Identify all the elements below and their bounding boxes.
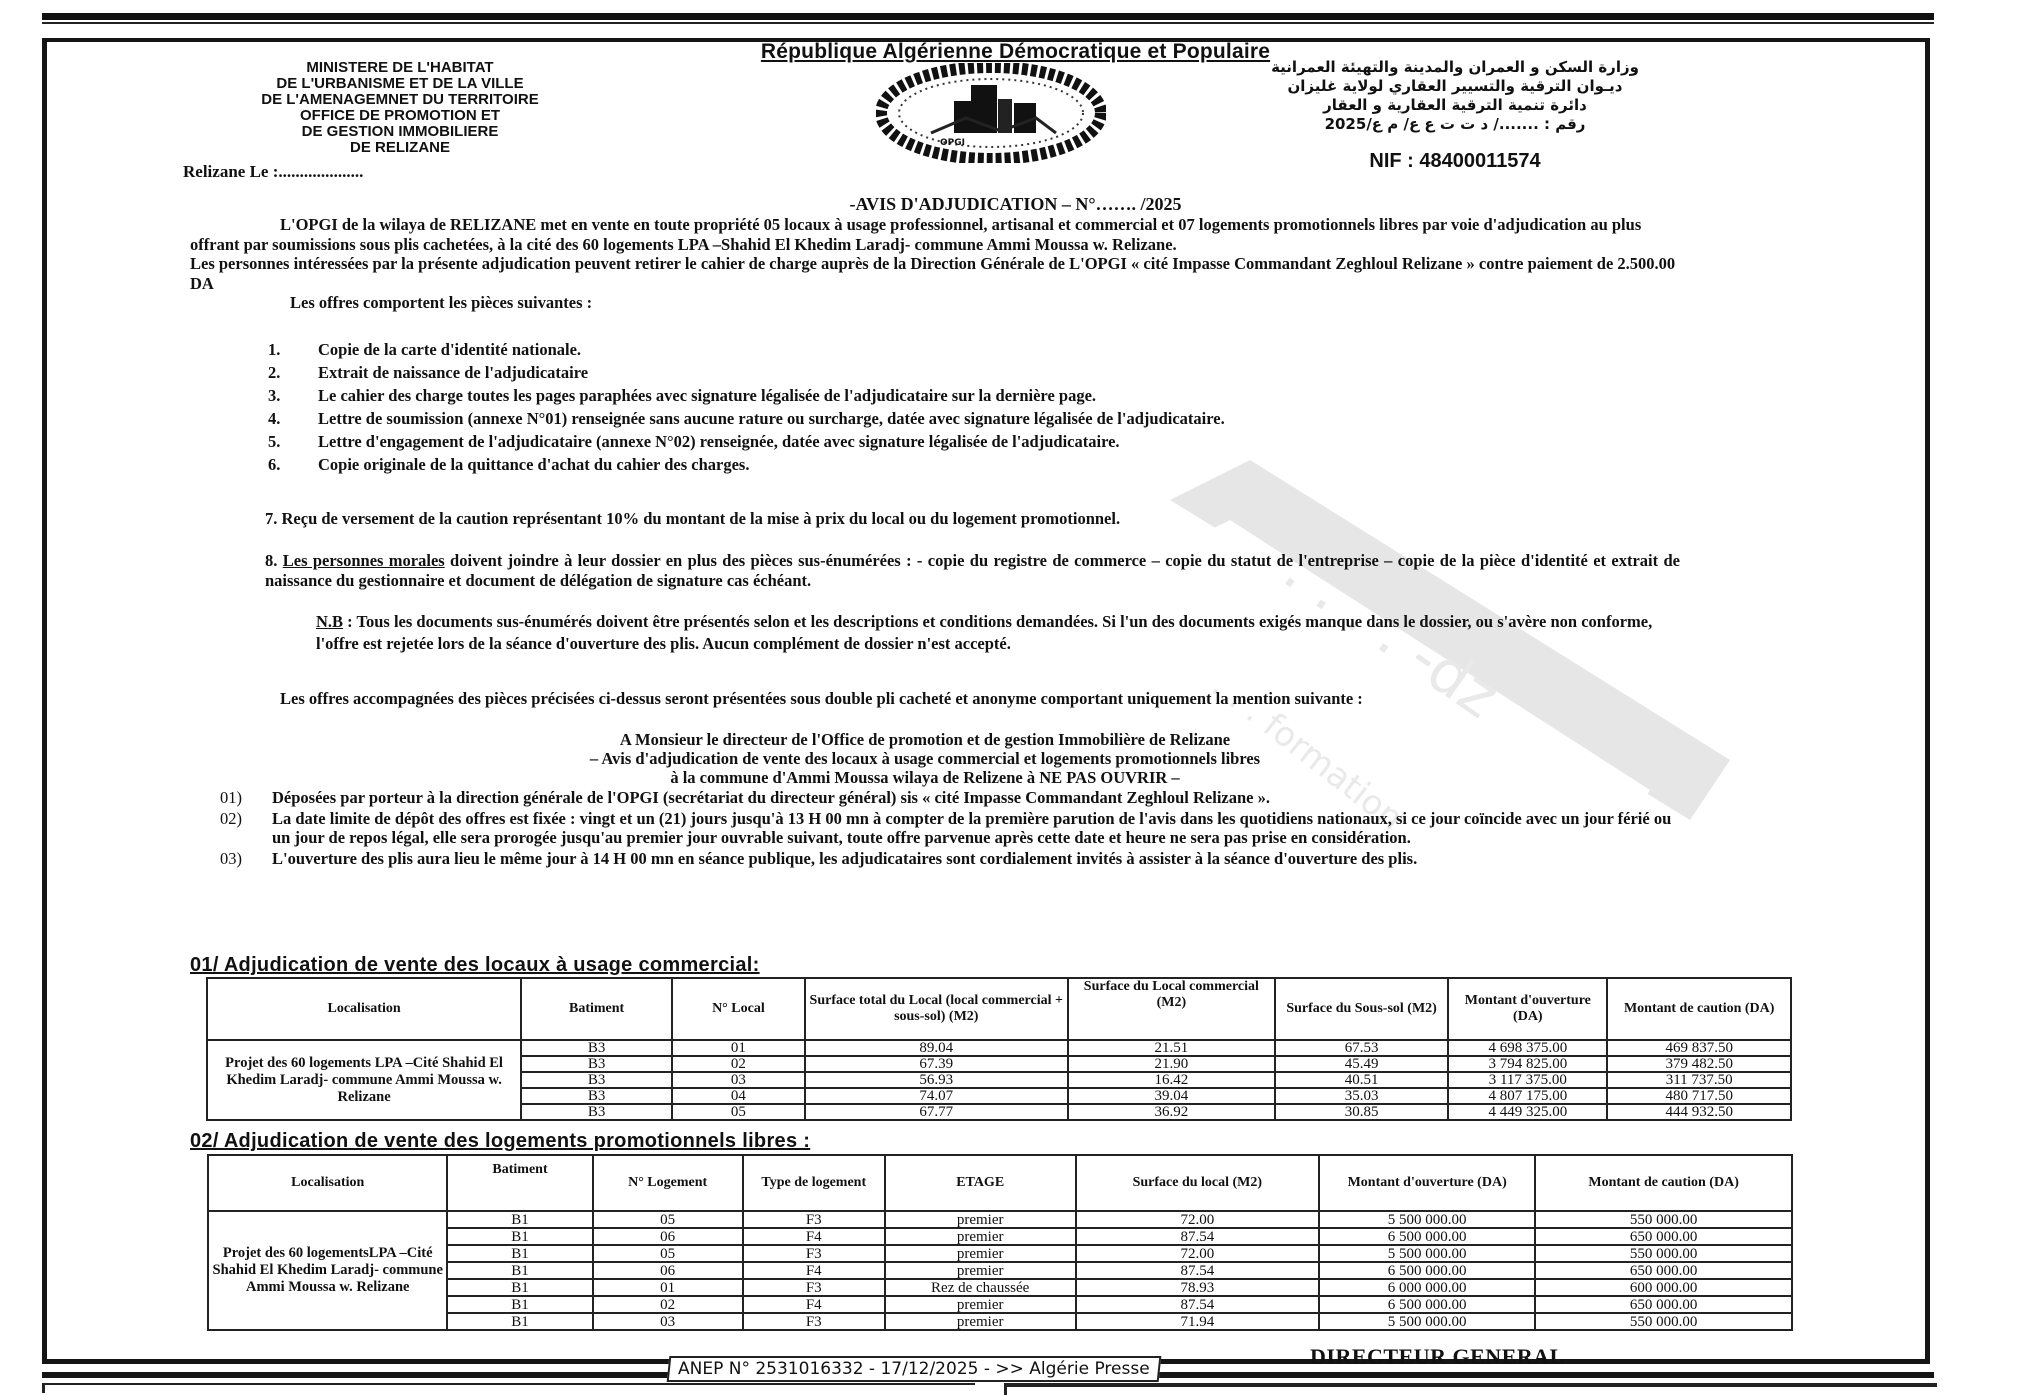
table-cell: 02 — [593, 1296, 743, 1313]
col-header: N° Local — [672, 978, 805, 1040]
table-cell: 06 — [593, 1262, 743, 1279]
arabic-header — [1195, 58, 1715, 134]
table-cell: 469 837.50 — [1607, 1040, 1791, 1056]
nb-label: N.B — [316, 612, 344, 631]
logements-table — [207, 1154, 1793, 1331]
table-cell: F3 — [743, 1279, 885, 1296]
item-number: 6. — [268, 455, 281, 474]
table-cell: 03 — [672, 1072, 805, 1088]
item-number: 4. — [268, 409, 281, 428]
piece-8 — [265, 551, 1680, 590]
item-number: 1. — [268, 340, 281, 359]
table1-title: 01/ Adjudication de vente des locaux à usage commercial: — [190, 954, 760, 976]
col-header: ETAGE — [885, 1155, 1076, 1211]
table-cell: premier — [885, 1296, 1076, 1313]
col-header: Batiment — [521, 978, 672, 1040]
table-cell: F3 — [743, 1313, 885, 1330]
table-cell: 67.53 — [1275, 1040, 1448, 1056]
col-header: Batiment — [447, 1155, 592, 1211]
table-cell: 04 — [672, 1088, 805, 1104]
list-item — [190, 339, 1685, 360]
top-rule-thin — [42, 22, 1934, 24]
table-cell: 650 000.00 — [1535, 1262, 1792, 1279]
table-cell: B1 — [447, 1228, 592, 1245]
col-header: Type de logement — [743, 1155, 885, 1211]
table-cell: 6 000 000.00 — [1319, 1279, 1535, 1296]
table-cell: F3 — [743, 1211, 885, 1228]
notice-body — [190, 215, 1685, 313]
ministry-line: DE L'URBANISME ET DE LA VILLE — [276, 75, 524, 92]
opgi-logo-icon — [876, 63, 1106, 163]
table-cell: F4 — [743, 1296, 885, 1313]
table-cell: 05 — [672, 1104, 805, 1120]
ministry-line: MINISTERE DE L'HABITAT — [306, 59, 494, 76]
svg-text:. . . . -dz: . . . . -dz — [1271, 534, 1512, 733]
arabic-line: دائرة تنمية الترقية العقارية و العقار — [1323, 96, 1587, 114]
arabic-line: وزارة السكن و العمران والمدينة والتهيئة العمرانية — [1271, 58, 1639, 76]
table-cell: 650 000.00 — [1535, 1228, 1792, 1245]
table-cell: premier — [885, 1262, 1076, 1279]
anep-reference — [667, 1356, 1161, 1382]
table-cell: 3 794 825.00 — [1448, 1056, 1607, 1072]
table-cell: 01 — [593, 1279, 743, 1296]
office-line: DE RELIZANE — [349, 139, 450, 156]
table-cell: 67.39 — [805, 1056, 1068, 1072]
place-date: Relizane Le :.................... — [183, 162, 364, 181]
envelope-mention — [250, 730, 1600, 787]
envelope-line: A Monsieur le directeur de l'Office de promotion et de gestion Immobilière de Relizane — [619, 730, 1231, 749]
table-cell: 87.54 — [1076, 1228, 1320, 1245]
table-cell: 45.49 — [1275, 1056, 1448, 1072]
condition-text: L'ouverture des plis aura lieu le même jour à 14 H 00 mn en séance publique, les adjudicataires sont cordialement invités à assister à la séance d'ouverture des plis. — [272, 849, 1418, 868]
nif-number: NIF : 48400011574 — [1369, 150, 1541, 172]
next-ad-frame-left — [42, 1383, 975, 1393]
arabic-line: ديـوان الترقية والتسيير العقاري لولاية غليزان — [1287, 77, 1623, 95]
item-text: Copie de la carte d'identité nationale. — [318, 340, 582, 359]
table-row — [207, 1040, 1791, 1056]
item-text: Lettre de soumission (annexe N°01) renseignée sans aucune rature ou surcharge, datée avec signature légalisée de l'adjudicataire. — [318, 409, 1225, 428]
table-cell: B3 — [521, 1056, 672, 1072]
table-cell: 4 698 375.00 — [1448, 1040, 1607, 1056]
envelope-line: – Avis d'adjudication de vente des locaux à usage commercial et logements promotionnels libres — [589, 749, 1261, 768]
table-cell: 05 — [593, 1211, 743, 1228]
location-cell: Projet des 60 logementsLPA –Cité Shahid El Khedim Laradj- commune Ammi Moussa w. Relizane — [208, 1211, 447, 1330]
condition-text: La date limite de dépôt des offres est fixée : vingt et un (21) jours jusqu'à 13 H 00 mn à compter de la première parution de l'avis dans les quotidiens nationaux, si ce jour coïncide avec un jour férié ou un jour de repos légal, elle sera prorogée jusqu'au premier jour ouvrable suivant, toute offre parvenue après cette date et heure ne sera pas prise en considération. — [272, 809, 1672, 847]
table-cell: 06 — [593, 1228, 743, 1245]
table-cell: 72.00 — [1076, 1245, 1320, 1262]
condition-number: 02) — [220, 809, 242, 828]
table-cell: 379 482.50 — [1607, 1056, 1791, 1072]
cahier-paragraph: Les personnes intéressées par la présente adjudication peuvent retirer le cahier de charge auprès de la Direction Générale de L'OPGI « cité Impasse Commandant Zeghloul Relizane » contre paiement de 2.500.00 DA — [190, 254, 1676, 293]
notice-title: -AVIS D'ADJUDICATION – N°……. /2025 — [849, 194, 1182, 214]
col-header: Montant d'ouverture (DA) — [1448, 978, 1607, 1040]
table-cell: 3 117 375.00 — [1448, 1072, 1607, 1088]
table-cell: B1 — [447, 1245, 592, 1262]
col-header: Localisation — [207, 978, 521, 1040]
ministry-line: DE L'AMENAGEMNET DU TERRITOIRE — [261, 91, 539, 108]
table-cell: 72.00 — [1076, 1211, 1320, 1228]
table-cell: 6 500 000.00 — [1319, 1296, 1535, 1313]
table-cell: 311 737.50 — [1607, 1072, 1791, 1088]
envelope-intro-text: Les offres accompagnées des pièces précisées ci-dessus seront présentées sous double pli cacheté et anonyme comportant uniquement la mention suivante : — [280, 689, 1363, 708]
table-cell: 16.42 — [1068, 1072, 1275, 1088]
piece-8-prefix: 8. — [265, 551, 283, 570]
table-cell: B3 — [521, 1088, 672, 1104]
table-cell: 71.94 — [1076, 1313, 1320, 1330]
table-cell: 4 807 175.00 — [1448, 1088, 1607, 1104]
item-number: 2. — [268, 363, 281, 382]
nb-text: : Tous les documents sus-énumérés doivent être présentés selon et les descriptions et conditions demandées. Si l'un des documents exigés manque dans le dossier, ou s'avère non conforme, l'offre est rejetée lors de la séance d'ouverture des plis. Aucun complément de dossier n'est accepté. — [316, 612, 1653, 653]
condition-item — [220, 788, 1680, 807]
table-cell: 35.03 — [1275, 1088, 1448, 1104]
table-cell: 03 — [593, 1313, 743, 1330]
condition-number: 01) — [220, 788, 242, 807]
item-text: Le cahier des charge toutes les pages paraphées avec signature légalisée de l'adjudicataire sur la dernière page. — [318, 386, 1097, 405]
col-header: Montant de caution (DA) — [1535, 1155, 1792, 1211]
next-ad-frame-right — [1004, 1383, 1937, 1395]
table-cell: 480 717.50 — [1607, 1088, 1791, 1104]
table-cell: F4 — [743, 1262, 885, 1279]
table-cell: 600 000.00 — [1535, 1279, 1792, 1296]
table-cell: 56.93 — [805, 1072, 1068, 1088]
signature-title: DIRECTEUR GENERAL — [1310, 1344, 1565, 1369]
table-cell: 650 000.00 — [1535, 1296, 1792, 1313]
list-item — [190, 408, 1685, 429]
table-cell: 36.92 — [1068, 1104, 1275, 1120]
table-cell: premier — [885, 1313, 1076, 1330]
envelope-intro — [190, 689, 1650, 709]
pieces-list — [190, 337, 1685, 477]
col-header: N° Logement — [593, 1155, 743, 1211]
table-cell: 4 449 325.00 — [1448, 1104, 1607, 1120]
table-cell: 550 000.00 — [1535, 1313, 1792, 1330]
table-cell: F3 — [743, 1245, 885, 1262]
table-cell: 5 500 000.00 — [1319, 1245, 1535, 1262]
condition-text: Déposées par porteur à la direction générale de l'OPGI (secrétariat du directeur général) sis « cité Impasse Commandant Zeghloul Relizane ». — [272, 788, 1270, 807]
table-cell: B1 — [447, 1211, 592, 1228]
table-cell: 444 932.50 — [1607, 1104, 1791, 1120]
col-header: Surface total du Local (local commercial + sous-sol) (M2) — [805, 978, 1068, 1040]
table-cell: B3 — [521, 1040, 672, 1056]
personnes-morales-label: Les personnes morales — [282, 551, 445, 570]
table-cell: premier — [885, 1245, 1076, 1262]
table-cell: 550 000.00 — [1535, 1245, 1792, 1262]
table-cell: 05 — [593, 1245, 743, 1262]
table-cell: 21.51 — [1068, 1040, 1275, 1056]
table-cell: 550 000.00 — [1535, 1211, 1792, 1228]
item-text: Extrait de naissance de l'adjudicataire — [318, 363, 589, 382]
table-cell: premier — [885, 1211, 1076, 1228]
table-cell: 6 500 000.00 — [1319, 1262, 1535, 1279]
table-cell: 6 500 000.00 — [1319, 1228, 1535, 1245]
item-text: Lettre d'engagement de l'adjudicataire (annexe N°02) renseignée, datée avec signature légalisée de l'adjudicataire. — [318, 432, 1120, 451]
location-cell: Projet des 60 logements LPA –Cité Shahid El Khedim Laradj- commune Ammi Moussa w. Relizane — [207, 1040, 521, 1120]
intro-paragraph: L'OPGI de la wilaya de RELIZANE met en vente en toute propriété 05 locaux à usage professionnel, artisanal et commercial et 07 logements promotionnels libres par voie d'adjudication au plus offrant par soumissions sous plis cachetées, à la cité des 60 logements LPA –Shahid El Khedim Laradj- commune Ammi Moussa w. Relizane. — [190, 215, 1642, 254]
list-item — [190, 385, 1685, 406]
table2-title: 02/ Adjudication de vente des logements promotionnels libres : — [190, 1130, 811, 1152]
office-line: OFFICE DE PROMOTION ET — [299, 107, 500, 124]
table-cell: 67.77 — [805, 1104, 1068, 1120]
table-cell: B1 — [447, 1313, 592, 1330]
table-cell: B1 — [447, 1262, 592, 1279]
table-cell: 21.90 — [1068, 1056, 1275, 1072]
table-cell: 5 500 000.00 — [1319, 1211, 1535, 1228]
table-cell: 87.54 — [1076, 1262, 1320, 1279]
condition-item — [220, 849, 1680, 868]
conditions-list — [220, 788, 1680, 868]
col-header: Montant de caution (DA) — [1607, 978, 1791, 1040]
table-cell: F4 — [743, 1228, 885, 1245]
table-row — [208, 1211, 1792, 1228]
condition-item — [220, 809, 1680, 847]
list-item — [190, 454, 1685, 475]
item-number: 5. — [268, 432, 281, 451]
locaux-table — [206, 977, 1792, 1121]
table-cell: 30.85 — [1275, 1104, 1448, 1120]
table-cell: 39.04 — [1068, 1088, 1275, 1104]
republic-title: République Algérienne Démocratique et Populaire — [760, 40, 1271, 63]
table-cell: Rez de chaussée — [885, 1279, 1076, 1296]
col-header: Localisation — [208, 1155, 447, 1211]
pieces-title: Les offres comportent les pièces suivantes : — [290, 293, 593, 312]
piece-7-text: 7. Reçu de versement de la caution représentant 10% du montant de la mise à prix du local ou du logement promotionnel. — [265, 509, 1121, 528]
nb-paragraph — [316, 611, 1681, 655]
top-rule-thick — [42, 13, 1934, 20]
table-cell: 74.07 — [805, 1088, 1068, 1104]
ministry-header — [180, 60, 620, 156]
table-cell: 02 — [672, 1056, 805, 1072]
table-cell: B3 — [521, 1072, 672, 1088]
table-cell: 87.54 — [1076, 1296, 1320, 1313]
col-header: Surface du Sous-sol (M2) — [1275, 978, 1448, 1040]
envelope-line: à la commune d'Ammi Moussa wilaya de Relizene à NE PAS OUVRIR – — [670, 768, 1180, 787]
condition-number: 03) — [220, 849, 242, 868]
table-cell: 5 500 000.00 — [1319, 1313, 1535, 1330]
table-cell: 89.04 — [805, 1040, 1068, 1056]
list-item — [190, 362, 1685, 383]
table-cell: B3 — [521, 1104, 672, 1120]
office-line: DE GESTION IMMOBILIERE — [301, 123, 499, 140]
table-cell: B1 — [447, 1296, 592, 1313]
piece-8-text: doivent joindre à leur dossier en plus des pièces sus-énumérées : - copie du registre de commerce – copie du statut de l'entreprise – copie de la pièce d'identité et extrait de naissance du gestionnaire et document de délégation de signature cas échéant. — [265, 551, 1680, 590]
item-text: Copie originale de la quittance d'achat du cahier des charges. — [318, 455, 750, 474]
table-cell: 40.51 — [1275, 1072, 1448, 1088]
piece-7 — [265, 509, 1575, 529]
item-number: 3. — [268, 386, 281, 405]
table-cell: premier — [885, 1228, 1076, 1245]
list-item — [190, 431, 1685, 452]
col-header: Surface du local (M2) — [1076, 1155, 1320, 1211]
table-cell: 78.93 — [1076, 1279, 1320, 1296]
col-header: Surface du Local commercial (M2) — [1068, 978, 1275, 1040]
col-header: Montant d'ouverture (DA) — [1319, 1155, 1535, 1211]
table-cell: 01 — [672, 1040, 805, 1056]
arabic-reference: رقم : ......./ د ت ت ع ع/ م ع/2025 — [1324, 115, 1586, 133]
table-cell: B1 — [447, 1279, 592, 1296]
svg-text:. . . formation: . . . formation — [1204, 665, 1411, 839]
logo-label: OPGI — [940, 138, 965, 148]
anep-text: ANEP N° 2531016332 - 17/12/2025 - >> Algérie Presse — [678, 1359, 1150, 1379]
